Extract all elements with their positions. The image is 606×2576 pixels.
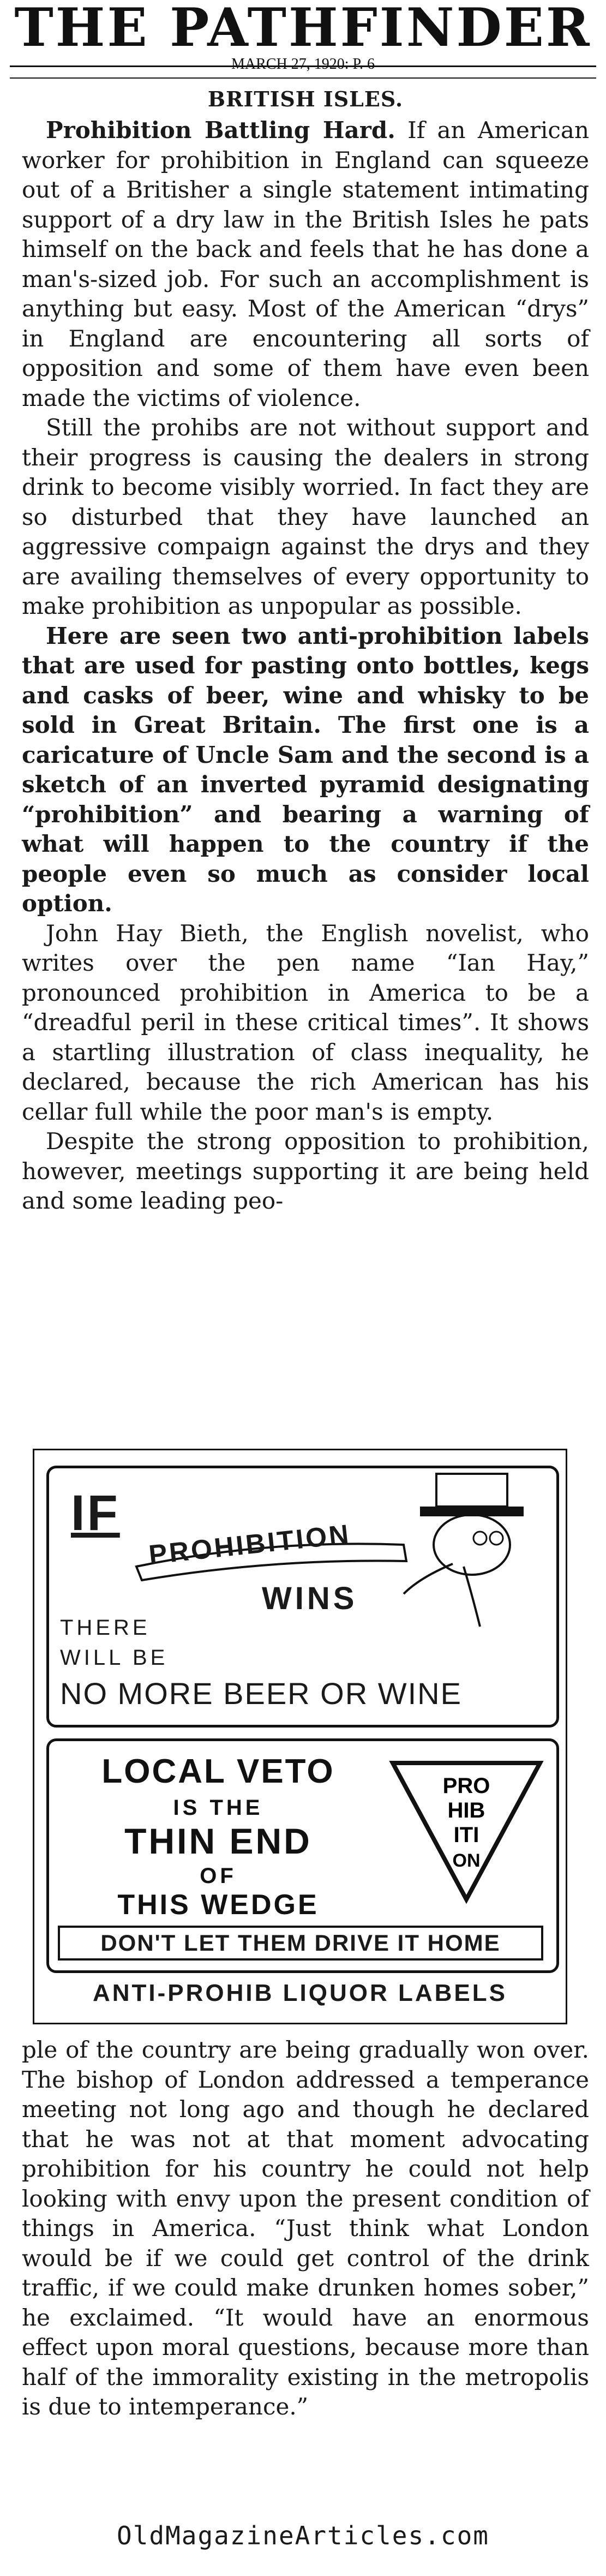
label2-line-3: THIN END [124,1821,312,1861]
dateline-rule [10,77,596,79]
uncle-sam-caricature-icon [398,1468,551,1632]
source-credit: OldMagazineArticles.com [117,2521,489,2550]
label2-line-2: IS THE [173,1796,263,1820]
label1-wins: WINS [262,1581,358,1616]
illustration-caption: ANTI-PROHIB LIQUOR LABELS [93,1980,507,2006]
paragraph-3: Here are seen two anti-prohibition labels that are used for pasting onto bottles, kegs and casks of beer, wine and whisky to be sold in Great Britain. The first one is a caricature of Uncle Sam and the second is a sketch of an inverted pyramid designating “prohibition” and bearing a warning of what will happen to the country if the people even so much as consider local option. [22,622,589,917]
section-heading: BRITISH ISLES. [207,87,404,111]
label2-slogan: DON'T LET THEM DRIVE IT HOME [58,1926,543,1961]
label-local-veto [46,1738,559,1973]
label1-will-be: WILL BE [60,1646,169,1670]
label2-line-1: LOCAL VETO [101,1753,335,1790]
publication-title: THE PATHFINDER [14,0,592,58]
tri-text-2: HIB [447,1798,485,1822]
tri-text-4: ON [452,1850,481,1871]
paragraph-4: John Hay Bieth, the English novelist, who writes over the pen name “Ian Hay,” pronounced prohibition in America to be a “dreadful peril in these critical times”. It shows a startling illustration of class inequality, he declared, because the rich American has his cellar full while the poor man's is empty. [22,919,589,1125]
label2-line-5: THIS WEDGE [117,1889,319,1921]
tri-text-3: ITI [453,1823,479,1847]
illustration-frame [33,1449,567,2024]
paragraph-2: Still the prohibs are not without support and their progress is causing the dealers in strong drink to become visibly worried. In fact they are so disturbed that they have launched an aggressive compaign against the drys and they are availing themselves of every opportunity to make prohibition as unpopular as possible. [22,414,589,619]
inverted-pyramid-icon [387,1752,545,1910]
label1-banner: PROHIBITION [147,1519,352,1570]
paragraph-5: Despite the strong opposition to prohibition, however, meetings supporting it are being held and some leading peo- [22,1128,589,1214]
paragraph-6: ple of the country are being gradually won over. The bishop of London addressed a temperance meeting not long ago and though he declared that he was not at that moment advocating prohibition for his country he could not help looking with envy upon the present condition of things in America. “Just think what London would be if we could get control of the drink traffic, if we could make drunken homes sober,” he exclaimed. “It would have an enormous effect upon moral questions, because more than half of the immorality existing in the metropolis is due to intemperance.” [22,2036,589,2420]
label1-no-more: NO MORE BEER OR WINE [60,1676,462,1711]
paragraph-1 [22,116,589,413]
lead-heading: Prohibition Battling Hard. [46,117,395,144]
article-body-continued [22,2035,589,2422]
label1-if: IF [71,1485,120,1541]
label2-line-4: OF [200,1864,237,1888]
tri-text-1: PRO [442,1774,490,1798]
dateline: MARCH 27, 1920: P. 6 [231,56,375,73]
paragraph-1-text: If an American worker for prohibition in England can squeeze out of a Britisher a single statement intimating support of a dry law in the British Isles he pats himself on the back and feels that he has done a man's-sized job. For such an accomplishment is anything but easy. Most of the American “drys” in England are encountering all sorts of opposition and some of them have even been made the victims of violence. [22,117,590,411]
masthead [10,0,596,73]
label-uncle-sam [46,1466,559,1728]
label1-there: THERE [60,1616,151,1640]
article-body [22,81,589,1216]
